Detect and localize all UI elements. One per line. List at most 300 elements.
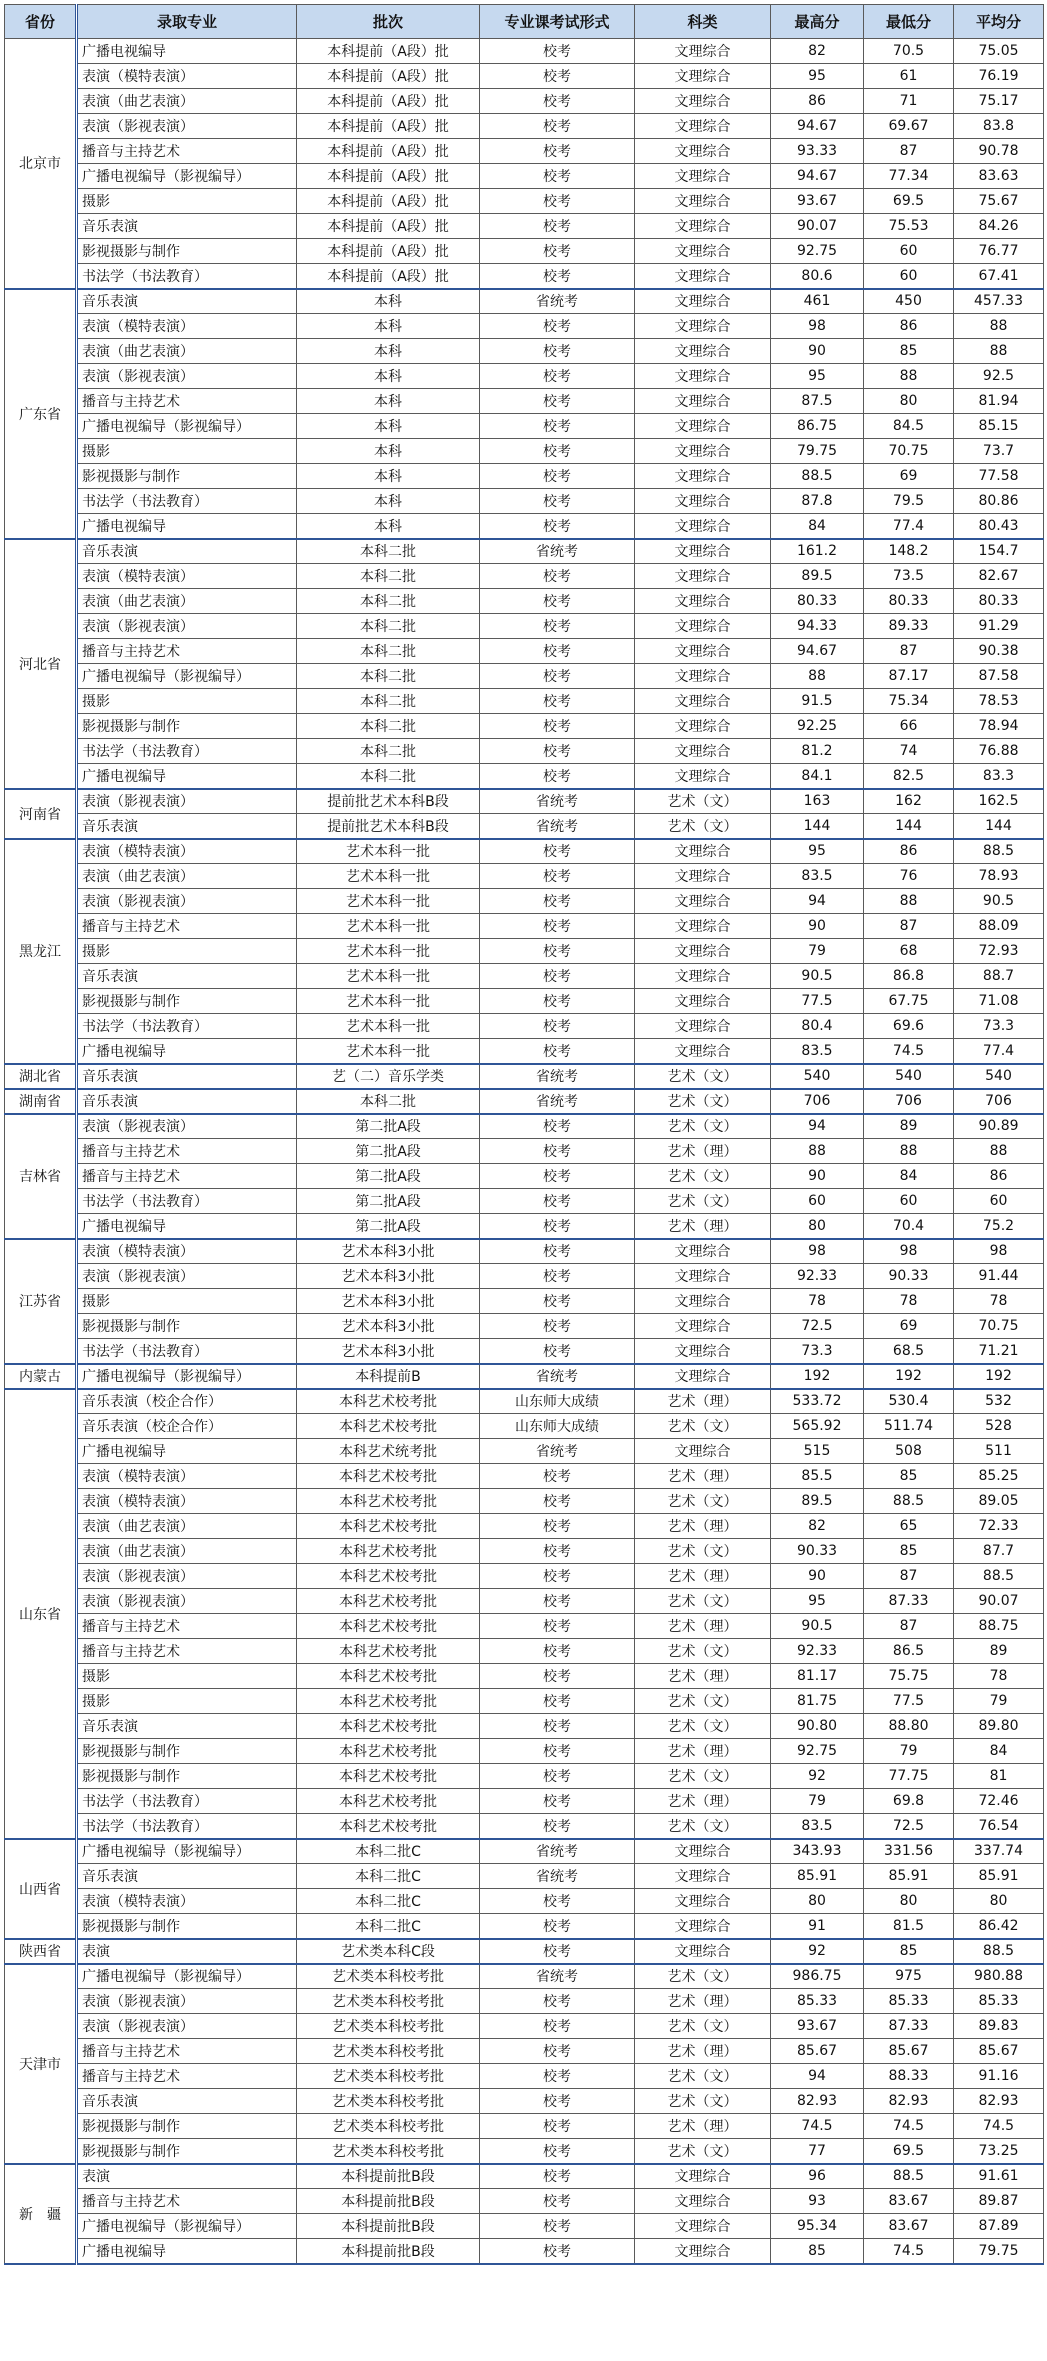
category-cell: 文理综合 — [635, 764, 771, 789]
avg-score-cell: 980.88 — [954, 1964, 1044, 1989]
batch-cell: 本科二批 — [297, 614, 480, 639]
major-cell: 播音与主持艺术 — [77, 1139, 297, 1164]
category-cell: 文理综合 — [635, 339, 771, 364]
header-exam-form: 专业课考试形式 — [480, 5, 635, 39]
major-cell: 表演（曲艺表演） — [77, 1539, 297, 1564]
avg-score-cell: 73.25 — [954, 2139, 1044, 2164]
batch-cell: 艺术本科一批 — [297, 989, 480, 1014]
min-score-cell: 450 — [864, 289, 954, 314]
table-row — [5, 464, 1044, 489]
avg-score-cell: 90.78 — [954, 139, 1044, 164]
category-cell: 文理综合 — [635, 389, 771, 414]
max-score-cell: 86 — [771, 89, 864, 114]
category-cell: 艺术（文） — [635, 1639, 771, 1664]
major-cell: 表演（影视表演） — [77, 1264, 297, 1289]
avg-score-cell: 144 — [954, 814, 1044, 839]
max-score-cell: 706 — [771, 1089, 864, 1114]
category-cell: 文理综合 — [635, 39, 771, 64]
max-score-cell: 95.34 — [771, 2214, 864, 2239]
max-score-cell: 94.33 — [771, 614, 864, 639]
table-row — [5, 1989, 1044, 2014]
batch-cell: 本科提前（A段）批 — [297, 64, 480, 89]
max-score-cell: 540 — [771, 1064, 864, 1089]
batch-cell: 本科二批 — [297, 564, 480, 589]
table-row — [5, 1114, 1044, 1139]
max-score-cell: 82 — [771, 1514, 864, 1539]
batch-cell: 本科艺术校考批 — [297, 1564, 480, 1589]
major-cell: 影视摄影与制作 — [77, 239, 297, 264]
max-score-cell: 92.33 — [771, 1264, 864, 1289]
major-cell: 摄影 — [77, 439, 297, 464]
category-cell: 艺术（文） — [635, 2089, 771, 2114]
category-cell: 文理综合 — [635, 1014, 771, 1039]
category-cell: 文理综合 — [635, 514, 771, 539]
batch-cell: 第二批A段 — [297, 1214, 480, 1239]
exam-form-cell: 校考 — [480, 1789, 635, 1814]
exam-form-cell: 校考 — [480, 1139, 635, 1164]
exam-form-cell: 校考 — [480, 639, 635, 664]
min-score-cell: 87.17 — [864, 664, 954, 689]
table-row — [5, 1264, 1044, 1289]
table-row — [5, 539, 1044, 564]
province-cell: 山东省 — [5, 1389, 77, 1839]
table-row — [5, 1414, 1044, 1439]
table-row — [5, 1614, 1044, 1639]
major-cell: 书法学（书法教育） — [77, 1014, 297, 1039]
avg-score-cell: 87.58 — [954, 664, 1044, 689]
category-cell: 艺术（文） — [635, 1964, 771, 1989]
category-cell: 艺术（文） — [635, 1689, 771, 1714]
avg-score-cell: 80.33 — [954, 589, 1044, 614]
min-score-cell: 69.5 — [864, 2139, 954, 2164]
batch-cell: 本科艺术校考批 — [297, 1714, 480, 1739]
category-cell: 文理综合 — [635, 1439, 771, 1464]
exam-form-cell: 校考 — [480, 1914, 635, 1939]
exam-form-cell: 校考 — [480, 1314, 635, 1339]
table-row — [5, 1689, 1044, 1714]
major-cell: 表演（模特表演） — [77, 1489, 297, 1514]
avg-score-cell: 73.7 — [954, 439, 1044, 464]
min-score-cell: 68.5 — [864, 1339, 954, 1364]
avg-score-cell: 85.67 — [954, 2039, 1044, 2064]
min-score-cell: 88.33 — [864, 2064, 954, 2089]
min-score-cell: 80 — [864, 1889, 954, 1914]
major-cell: 摄影 — [77, 1664, 297, 1689]
avg-score-cell: 89.80 — [954, 1714, 1044, 1739]
max-score-cell: 92 — [771, 1939, 864, 1964]
major-cell: 表演（影视表演） — [77, 1114, 297, 1139]
province-cell: 广东省 — [5, 289, 77, 539]
major-cell: 影视摄影与制作 — [77, 2114, 297, 2139]
avg-score-cell: 75.67 — [954, 189, 1044, 214]
table-row — [5, 2239, 1044, 2264]
avg-score-cell: 90.89 — [954, 1114, 1044, 1139]
exam-form-cell: 校考 — [480, 1164, 635, 1189]
major-cell: 播音与主持艺术 — [77, 2189, 297, 2214]
min-score-cell: 80.33 — [864, 589, 954, 614]
exam-form-cell: 校考 — [480, 514, 635, 539]
major-cell: 表演（影视表演） — [77, 614, 297, 639]
avg-score-cell: 83.8 — [954, 114, 1044, 139]
major-cell: 广播电视编导（影视编导） — [77, 664, 297, 689]
min-score-cell: 83.67 — [864, 2189, 954, 2214]
category-cell: 文理综合 — [635, 189, 771, 214]
exam-form-cell: 校考 — [480, 1689, 635, 1714]
batch-cell: 本科艺术校考批 — [297, 1664, 480, 1689]
avg-score-cell: 88.5 — [954, 839, 1044, 864]
batch-cell: 本科艺术校考批 — [297, 1389, 480, 1414]
table-row — [5, 1189, 1044, 1214]
avg-score-cell: 60 — [954, 1189, 1044, 1214]
exam-form-cell: 省统考 — [480, 539, 635, 564]
max-score-cell: 85.67 — [771, 2039, 864, 2064]
min-score-cell: 530.4 — [864, 1389, 954, 1414]
max-score-cell: 461 — [771, 289, 864, 314]
min-score-cell: 86.8 — [864, 964, 954, 989]
exam-form-cell: 省统考 — [480, 814, 635, 839]
min-score-cell: 69.6 — [864, 1014, 954, 1039]
major-cell: 表演（曲艺表演） — [77, 1514, 297, 1539]
max-score-cell: 192 — [771, 1364, 864, 1389]
avg-score-cell: 88.5 — [954, 1564, 1044, 1589]
min-score-cell: 82.93 — [864, 2089, 954, 2114]
exam-form-cell: 校考 — [480, 2114, 635, 2139]
exam-form-cell: 校考 — [480, 1214, 635, 1239]
avg-score-cell: 540 — [954, 1064, 1044, 1089]
min-score-cell: 79.5 — [864, 489, 954, 514]
major-cell: 表演（曲艺表演） — [77, 89, 297, 114]
min-score-cell: 66 — [864, 714, 954, 739]
batch-cell: 艺术类本科校考批 — [297, 2039, 480, 2064]
exam-form-cell: 校考 — [480, 1714, 635, 1739]
major-cell: 广播电视编导 — [77, 764, 297, 789]
max-score-cell: 83.5 — [771, 864, 864, 889]
category-cell: 文理综合 — [635, 1839, 771, 1864]
min-score-cell: 77.34 — [864, 164, 954, 189]
header-min-score: 最低分 — [864, 5, 954, 39]
table-row — [5, 364, 1044, 389]
province-cell: 吉林省 — [5, 1114, 77, 1239]
exam-form-cell: 校考 — [480, 564, 635, 589]
min-score-cell: 70.4 — [864, 1214, 954, 1239]
major-cell: 播音与主持艺术 — [77, 389, 297, 414]
batch-cell: 本科艺术校考批 — [297, 1739, 480, 1764]
table-row — [5, 2089, 1044, 2114]
table-row — [5, 589, 1044, 614]
major-cell: 摄影 — [77, 1689, 297, 1714]
min-score-cell: 86 — [864, 314, 954, 339]
avg-score-cell: 67.41 — [954, 264, 1044, 289]
batch-cell: 本科艺术校考批 — [297, 1514, 480, 1539]
exam-form-cell: 校考 — [480, 489, 635, 514]
avg-score-cell: 91.61 — [954, 2164, 1044, 2189]
batch-cell: 本科艺术校考批 — [297, 1489, 480, 1514]
batch-cell: 艺术本科一批 — [297, 1039, 480, 1064]
min-score-cell: 85 — [864, 1464, 954, 1489]
category-cell: 文理综合 — [635, 2164, 771, 2189]
max-score-cell: 96 — [771, 2164, 864, 2189]
category-cell: 文理综合 — [635, 889, 771, 914]
batch-cell: 艺术本科3小批 — [297, 1314, 480, 1339]
max-score-cell: 80.4 — [771, 1014, 864, 1039]
max-score-cell: 90 — [771, 1164, 864, 1189]
category-cell: 艺术（文） — [635, 1714, 771, 1739]
exam-form-cell: 校考 — [480, 1564, 635, 1589]
major-cell: 表演（模特表演） — [77, 564, 297, 589]
table-row — [5, 614, 1044, 639]
avg-score-cell: 71.08 — [954, 989, 1044, 1014]
table-row — [5, 339, 1044, 364]
batch-cell: 本科艺术校考批 — [297, 1789, 480, 1814]
province-cell: 陕西省 — [5, 1939, 77, 1964]
max-score-cell: 94 — [771, 2064, 864, 2089]
min-score-cell: 98 — [864, 1239, 954, 1264]
min-score-cell: 69 — [864, 1314, 954, 1339]
exam-form-cell: 省统考 — [480, 1364, 635, 1389]
batch-cell: 本科二批 — [297, 639, 480, 664]
major-cell: 表演（影视表演） — [77, 364, 297, 389]
avg-score-cell: 76.88 — [954, 739, 1044, 764]
min-score-cell: 83.67 — [864, 2214, 954, 2239]
min-score-cell: 88.80 — [864, 1714, 954, 1739]
category-cell: 艺术（文） — [635, 1089, 771, 1114]
exam-form-cell: 校考 — [480, 1989, 635, 2014]
max-score-cell: 95 — [771, 1589, 864, 1614]
exam-form-cell: 校考 — [480, 239, 635, 264]
max-score-cell: 93.67 — [771, 2014, 864, 2039]
max-score-cell: 88.5 — [771, 464, 864, 489]
min-score-cell: 71 — [864, 89, 954, 114]
batch-cell: 本科 — [297, 289, 480, 314]
exam-form-cell: 校考 — [480, 764, 635, 789]
category-cell: 艺术（文） — [635, 2064, 771, 2089]
min-score-cell: 72.5 — [864, 1814, 954, 1839]
avg-score-cell: 78 — [954, 1289, 1044, 1314]
min-score-cell: 89.33 — [864, 614, 954, 639]
batch-cell: 本科二批 — [297, 764, 480, 789]
major-cell: 书法学（书法教育） — [77, 739, 297, 764]
max-score-cell: 73.3 — [771, 1339, 864, 1364]
table-row — [5, 439, 1044, 464]
avg-score-cell: 79 — [954, 1689, 1044, 1714]
category-cell: 文理综合 — [635, 1339, 771, 1364]
max-score-cell: 81.75 — [771, 1689, 864, 1714]
avg-score-cell: 91.44 — [954, 1264, 1044, 1289]
major-cell: 播音与主持艺术 — [77, 2039, 297, 2064]
exam-form-cell: 校考 — [480, 1014, 635, 1039]
table-row — [5, 564, 1044, 589]
category-cell: 文理综合 — [635, 2214, 771, 2239]
batch-cell: 艺术类本科校考批 — [297, 1989, 480, 2014]
max-score-cell: 80 — [771, 1214, 864, 1239]
category-cell: 艺术（文） — [635, 1164, 771, 1189]
max-score-cell: 81.2 — [771, 739, 864, 764]
category-cell: 艺术（理） — [635, 1564, 771, 1589]
category-cell: 艺术（理） — [635, 1464, 771, 1489]
max-score-cell: 92 — [771, 1764, 864, 1789]
min-score-cell: 68 — [864, 939, 954, 964]
avg-score-cell: 87.7 — [954, 1539, 1044, 1564]
major-cell: 广播电视编导 — [77, 2239, 297, 2264]
exam-form-cell: 校考 — [480, 114, 635, 139]
max-score-cell: 88 — [771, 664, 864, 689]
table-row — [5, 789, 1044, 814]
max-score-cell: 986.75 — [771, 1964, 864, 1989]
batch-cell: 本科 — [297, 414, 480, 439]
min-score-cell: 90.33 — [864, 1264, 954, 1289]
table-row — [5, 839, 1044, 864]
major-cell: 表演（模特表演） — [77, 1239, 297, 1264]
avg-score-cell: 78.93 — [954, 864, 1044, 889]
avg-score-cell: 75.17 — [954, 89, 1044, 114]
batch-cell: 本科二批 — [297, 589, 480, 614]
avg-score-cell: 89.83 — [954, 2014, 1044, 2039]
batch-cell: 本科艺术校考批 — [297, 1639, 480, 1664]
major-cell: 影视摄影与制作 — [77, 2139, 297, 2164]
avg-score-cell: 79.75 — [954, 2239, 1044, 2264]
min-score-cell: 75.53 — [864, 214, 954, 239]
min-score-cell: 87 — [864, 1614, 954, 1639]
batch-cell: 本科艺术统考批 — [297, 1439, 480, 1464]
batch-cell: 本科 — [297, 389, 480, 414]
avg-score-cell: 86.42 — [954, 1914, 1044, 1939]
max-score-cell: 92.33 — [771, 1639, 864, 1664]
major-cell: 音乐表演 — [77, 964, 297, 989]
max-score-cell: 94.67 — [771, 114, 864, 139]
exam-form-cell: 校考 — [480, 739, 635, 764]
batch-cell: 本科提前B — [297, 1364, 480, 1389]
exam-form-cell: 省统考 — [480, 1839, 635, 1864]
min-score-cell: 74 — [864, 739, 954, 764]
category-cell: 艺术（文） — [635, 789, 771, 814]
avg-score-cell: 88 — [954, 1139, 1044, 1164]
avg-score-cell: 75.2 — [954, 1214, 1044, 1239]
exam-form-cell: 校考 — [480, 2239, 635, 2264]
batch-cell: 本科提前（A段）批 — [297, 189, 480, 214]
table-row — [5, 664, 1044, 689]
table-row — [5, 1314, 1044, 1339]
table-row — [5, 639, 1044, 664]
table-row — [5, 1764, 1044, 1789]
avg-score-cell: 528 — [954, 1414, 1044, 1439]
batch-cell: 本科艺术校考批 — [297, 1414, 480, 1439]
min-score-cell: 60 — [864, 1189, 954, 1214]
max-score-cell: 98 — [771, 1239, 864, 1264]
major-cell: 广播电视编导（影视编导） — [77, 1364, 297, 1389]
table-row — [5, 1214, 1044, 1239]
exam-form-cell: 校考 — [480, 714, 635, 739]
table-row — [5, 864, 1044, 889]
major-cell: 书法学（书法教育） — [77, 1814, 297, 1839]
table-body — [5, 39, 1044, 2264]
table-row — [5, 939, 1044, 964]
min-score-cell: 85.91 — [864, 1864, 954, 1889]
max-score-cell: 85.5 — [771, 1464, 864, 1489]
batch-cell: 本科提前批B段 — [297, 2239, 480, 2264]
category-cell: 文理综合 — [635, 1864, 771, 1889]
min-score-cell: 70.75 — [864, 439, 954, 464]
exam-form-cell: 校考 — [480, 1939, 635, 1964]
avg-score-cell: 80.43 — [954, 514, 1044, 539]
batch-cell: 艺术本科3小批 — [297, 1239, 480, 1264]
max-score-cell: 93 — [771, 2189, 864, 2214]
max-score-cell: 90.33 — [771, 1539, 864, 1564]
max-score-cell: 89.5 — [771, 564, 864, 589]
major-cell: 广播电视编导 — [77, 514, 297, 539]
category-cell: 艺术（文） — [635, 1114, 771, 1139]
batch-cell: 本科提前（A段）批 — [297, 139, 480, 164]
category-cell: 文理综合 — [635, 2239, 771, 2264]
category-cell: 艺术（文） — [635, 814, 771, 839]
avg-score-cell: 85.91 — [954, 1864, 1044, 1889]
category-cell: 艺术（理） — [635, 1139, 771, 1164]
exam-form-cell: 校考 — [480, 1114, 635, 1139]
table-row — [5, 1089, 1044, 1114]
category-cell: 文理综合 — [635, 864, 771, 889]
avg-score-cell: 72.46 — [954, 1789, 1044, 1814]
min-score-cell: 87 — [864, 914, 954, 939]
exam-form-cell: 校考 — [480, 1764, 635, 1789]
category-cell: 艺术（理） — [635, 1664, 771, 1689]
major-cell: 音乐表演 — [77, 2089, 297, 2114]
batch-cell: 本科 — [297, 514, 480, 539]
category-cell: 文理综合 — [635, 139, 771, 164]
category-cell: 文理综合 — [635, 839, 771, 864]
avg-score-cell: 89.87 — [954, 2189, 1044, 2214]
exam-form-cell: 校考 — [480, 464, 635, 489]
table-row — [5, 1739, 1044, 1764]
province-cell: 河北省 — [5, 539, 77, 789]
province-cell: 新 疆 — [5, 2164, 77, 2264]
table-row — [5, 414, 1044, 439]
exam-form-cell: 校考 — [480, 2139, 635, 2164]
min-score-cell: 69.8 — [864, 1789, 954, 1814]
major-cell: 播音与主持艺术 — [77, 1639, 297, 1664]
category-cell: 文理综合 — [635, 1239, 771, 1264]
min-score-cell: 85.67 — [864, 2039, 954, 2064]
major-cell: 表演（影视表演） — [77, 889, 297, 914]
max-score-cell: 79.75 — [771, 439, 864, 464]
major-cell: 影视摄影与制作 — [77, 989, 297, 1014]
avg-score-cell: 80 — [954, 1889, 1044, 1914]
exam-form-cell: 校考 — [480, 689, 635, 714]
batch-cell: 提前批艺术本科B段 — [297, 789, 480, 814]
batch-cell: 第二批A段 — [297, 1164, 480, 1189]
avg-score-cell: 75.05 — [954, 39, 1044, 64]
max-score-cell: 90.07 — [771, 214, 864, 239]
avg-score-cell: 77.4 — [954, 1039, 1044, 1064]
major-cell: 影视摄影与制作 — [77, 1314, 297, 1339]
batch-cell: 本科 — [297, 339, 480, 364]
min-score-cell: 85 — [864, 1539, 954, 1564]
max-score-cell: 78 — [771, 1289, 864, 1314]
exam-form-cell: 校考 — [480, 1339, 635, 1364]
min-score-cell: 87 — [864, 1564, 954, 1589]
exam-form-cell: 校考 — [480, 314, 635, 339]
major-cell: 表演（模特表演） — [77, 1889, 297, 1914]
min-score-cell: 61 — [864, 64, 954, 89]
exam-form-cell: 校考 — [480, 339, 635, 364]
avg-score-cell: 90.5 — [954, 889, 1044, 914]
avg-score-cell: 78 — [954, 1664, 1044, 1689]
category-cell: 艺术（理） — [635, 1614, 771, 1639]
max-score-cell: 515 — [771, 1439, 864, 1464]
batch-cell: 本科二批C — [297, 1839, 480, 1864]
max-score-cell: 85.91 — [771, 1864, 864, 1889]
avg-score-cell: 84 — [954, 1739, 1044, 1764]
exam-form-cell: 校考 — [480, 2014, 635, 2039]
batch-cell: 本科艺术校考批 — [297, 1589, 480, 1614]
